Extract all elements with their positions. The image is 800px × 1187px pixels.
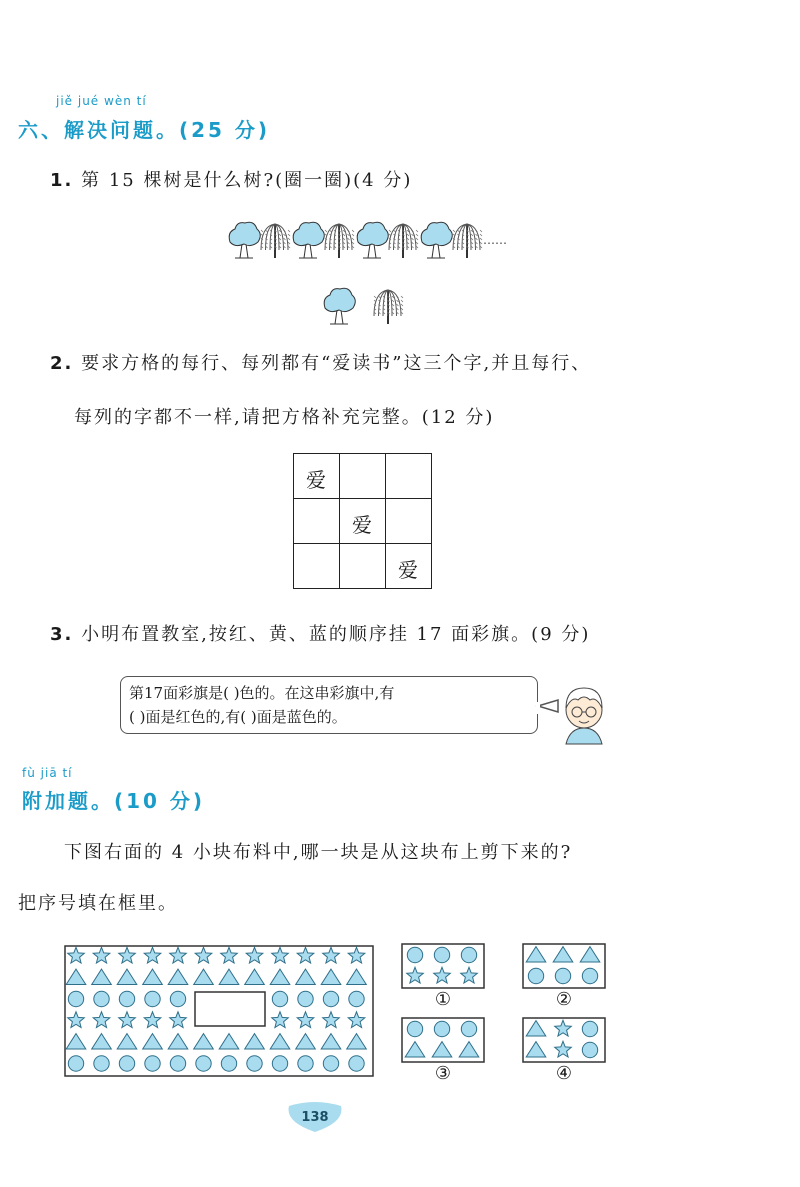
willow-tree-icon: [374, 290, 403, 324]
circle-shape: [272, 991, 287, 1006]
fabric-pattern: [64, 945, 376, 1079]
question-number: 3.: [50, 624, 74, 645]
grid-cell[interactable]: [386, 499, 432, 544]
circle-shape: [119, 991, 134, 1006]
fabric-piece-2[interactable]: [522, 943, 606, 989]
circle-shape: [221, 1056, 236, 1071]
question-text: 第 15 棵树是什么树?(圈一圈)(4 分): [81, 170, 413, 191]
grid-cell[interactable]: [294, 499, 340, 544]
grid-cell[interactable]: [340, 544, 386, 589]
circle-shape: [528, 968, 543, 983]
circle-shape: [582, 968, 597, 983]
grid-cell[interactable]: 爱: [386, 544, 432, 589]
willow-tree-icon: [453, 224, 482, 258]
fabric-piece-3[interactable]: [401, 1017, 485, 1063]
question-number: 1.: [50, 170, 74, 191]
circle-shape: [407, 947, 422, 962]
fabric-piece-4[interactable]: [522, 1017, 606, 1063]
circle-shape: [298, 991, 313, 1006]
question-2: [50, 349, 591, 375]
grid-cell[interactable]: [340, 454, 386, 499]
piece-label: ①: [434, 989, 452, 1010]
page-number: 138: [301, 1110, 329, 1125]
boy-avatar: [520, 674, 610, 746]
circle-shape: [582, 1021, 597, 1036]
fabric-piece-1[interactable]: [401, 943, 485, 989]
piece-label: ③: [434, 1063, 452, 1084]
extra-text-line1: 下图右面的 4 小块布料中,哪一块是从这块布上剪下来的?: [64, 842, 573, 863]
speech-bubble: [120, 676, 538, 734]
circle-shape: [272, 1056, 287, 1071]
circle-shape: [555, 968, 570, 983]
grid-cell[interactable]: 爱: [294, 454, 340, 499]
bubble-line-1: 第17面彩旗是( )色的。在这串彩旗中,有: [129, 684, 395, 702]
circle-shape: [349, 991, 364, 1006]
circle-shape: [434, 1021, 449, 1036]
circle-shape: [461, 1021, 476, 1036]
circle-shape: [145, 1056, 160, 1071]
question-3: [50, 620, 590, 646]
willow-tree-icon: [389, 224, 418, 258]
piece-label: ④: [555, 1063, 573, 1084]
broadleaf-tree-icon: [293, 222, 324, 258]
circle-shape: [119, 1056, 134, 1071]
circle-shape: [196, 1056, 211, 1071]
section-pinyin: jiě jué wèn tí: [56, 94, 147, 108]
broadleaf-tree-icon: [324, 288, 355, 324]
word-grid: [293, 453, 432, 589]
circle-shape: [94, 991, 109, 1006]
broadleaf-tree-icon: [229, 222, 260, 258]
circle-shape: [68, 991, 83, 1006]
grid-cell[interactable]: [294, 544, 340, 589]
circle-shape: [582, 1042, 597, 1057]
circle-shape: [461, 947, 476, 962]
question-1: [50, 166, 412, 192]
circle-shape: [323, 991, 338, 1006]
sequence-ellipsis: ……: [483, 233, 507, 247]
bubble-line-2: ( )面是红色的,有( )面是蓝色的。: [129, 708, 347, 726]
extra-text-line2: 把序号填在框里。: [18, 893, 178, 914]
piece-label: ②: [555, 989, 573, 1010]
circle-shape: [323, 1056, 338, 1071]
question-text: 小明布置教室,按红、黄、蓝的顺序挂 17 面彩旗。(9 分): [81, 624, 591, 645]
question-number: 2.: [50, 353, 74, 374]
circle-shape: [349, 1056, 364, 1071]
circle-shape: [434, 947, 449, 962]
willow-tree-icon: [325, 224, 354, 258]
broadleaf-tree-icon: [421, 222, 452, 258]
question-2-line2: 每列的字都不一样,请把方格补充完整。(12 分): [74, 407, 495, 428]
broadleaf-tree-icon: [357, 222, 388, 258]
answer-options: [318, 282, 428, 330]
extra-pinyin: fù jiā tí: [22, 766, 73, 780]
grid-cell[interactable]: [386, 454, 432, 499]
circle-shape: [298, 1056, 313, 1071]
question-text: 要求方格的每行、每列都有“爱读书”这三个字,并且每行、: [81, 353, 592, 374]
tree-sequence: [225, 216, 515, 262]
circle-shape: [407, 1021, 422, 1036]
willow-tree-icon: [261, 224, 290, 258]
circle-shape: [68, 1056, 83, 1071]
circle-shape: [170, 991, 185, 1006]
grid-cell[interactable]: 爱: [340, 499, 386, 544]
circle-shape: [247, 1056, 262, 1071]
circle-shape: [170, 1056, 185, 1071]
section-title: 六、解决问题。(25 分): [18, 118, 271, 142]
circle-shape: [145, 991, 160, 1006]
cut-out-hole: [195, 992, 265, 1026]
circle-shape: [94, 1056, 109, 1071]
extra-title: 附加题。(10 分): [22, 789, 206, 813]
